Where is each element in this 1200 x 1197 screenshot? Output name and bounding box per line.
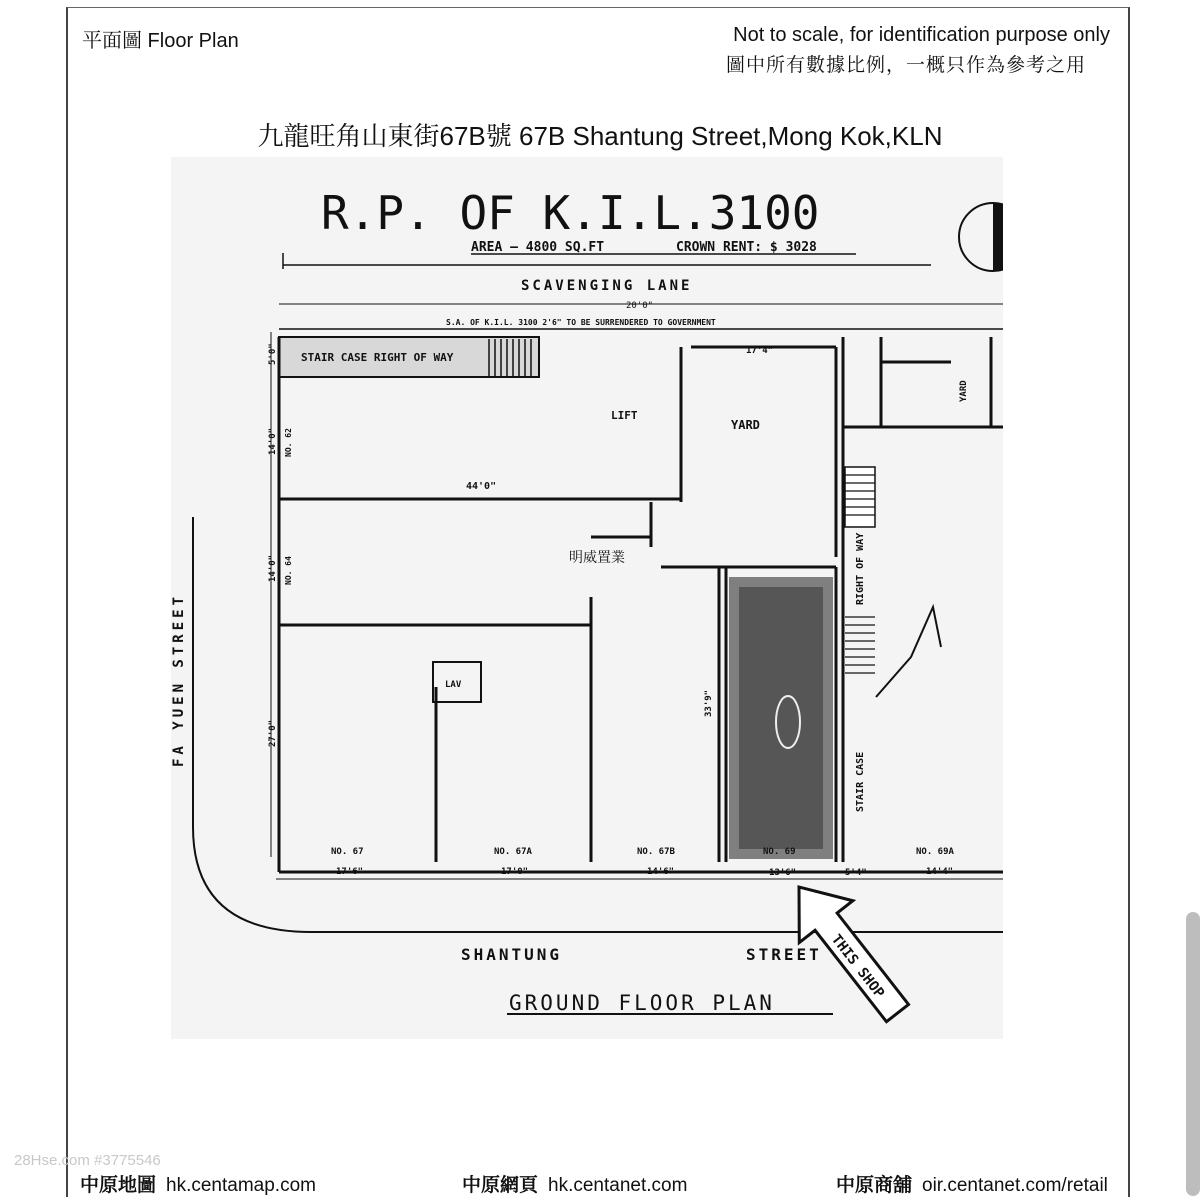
vertical-scrollbar[interactable] [1186,912,1200,1196]
this-shop-label: THIS SHOP [827,931,888,1002]
yard-label: YARD [731,418,760,432]
floor-plan-svg [171,157,1003,1039]
floor-plan-heading: 平面圖 Floor Plan [82,30,239,52]
dim-14: 14'0" [268,427,278,455]
shop-no-67b: NO. 67B [637,847,675,857]
footer-web-cn: 中原網頁 [462,1175,539,1196]
footer-map-cn: 中原地圖 [80,1175,157,1196]
fa-yuen-street-label: FA YUEN STREET [171,592,187,767]
dim-bottom-6: 14'4" [926,867,954,877]
dim-bottom-4: 13'6" [769,868,797,878]
dim-bottom-3: 14'6" [647,867,675,877]
stair-case-label: STAIR CASE [855,751,866,812]
lot-title: R.P. OF K.I.L.3100 [321,186,820,240]
dim-44: 44'0" [466,481,497,492]
dim-5: 5'0" [268,343,278,365]
shop-no-62: NO. 62 [284,428,293,457]
shop-no-69: NO. 69 [763,847,796,857]
lav-label: LAV [445,680,462,690]
shop-no-64: NO. 64 [284,556,293,585]
street-label: STREET [746,945,822,964]
footer-web-url[interactable]: hk.centanet.com [548,1175,688,1196]
dim-17-4: 17'4" [746,346,774,356]
dim-bottom-1: 17'6" [336,867,364,877]
footer-centamap[interactable] [80,1170,316,1197]
shop-no-67: NO. 67 [331,847,364,857]
scavenging-lane-label: SCAVENGING LANE [521,278,693,294]
floor-plan-drawing [171,157,1003,1039]
dim-14b: 14'0" [268,554,278,582]
dim-bottom-2: 17'0" [501,867,529,877]
dim-27: 27'0" [268,719,278,747]
footer-retail[interactable] [836,1170,1108,1197]
shop-no-67a: NO. 67A [494,847,532,857]
north-arrow-icon [959,203,1003,271]
agency-watermark: 明威置業 [569,550,625,566]
dim-33: 33'9" [704,689,714,717]
shantung-label: SHANTUNG [461,945,563,964]
crown-rent-text: CROWN RENT: $ 3028 [676,240,817,255]
right-of-way-label: RIGHT OF WAY [855,532,866,605]
yard-small-label: YARD [959,380,969,402]
site-watermark: 28Hse.com #3775546 [14,1152,161,1169]
lane-width-dim: 20'0" [626,301,654,311]
dim-bottom-5: 5'4" [845,868,867,878]
ground-floor-plan-label: GROUND FLOOR PLAN [509,991,775,1015]
surrender-note: S.A. OF K.I.L. 3100 2'6" TO BE SURRENDERED TO GOVERNMENT [446,318,716,327]
footer-retail-cn: 中原商舖 [836,1175,913,1196]
property-address: 九龍旺角山東街67B號 67B Shantung Street,Mong Kok,KLN [257,121,943,151]
staircase-right-of-way-label: STAIR CASE RIGHT OF WAY [301,351,454,364]
footer-map-url[interactable]: hk.centamap.com [166,1175,316,1196]
footer-retail-url[interactable]: oir.centanet.com/retail [922,1175,1108,1196]
shop-no-69a: NO. 69A [916,847,954,857]
disclaimer-english: Not to scale, for identification purpose only [733,24,1110,46]
lift-label: LIFT [611,409,638,422]
footer-centanet[interactable] [462,1170,687,1197]
disclaimer-chinese: 圖中所有數據比例，一概只作為參考之用 [725,55,1086,76]
area-text: AREA — 4800 SQ.FT [471,240,605,255]
